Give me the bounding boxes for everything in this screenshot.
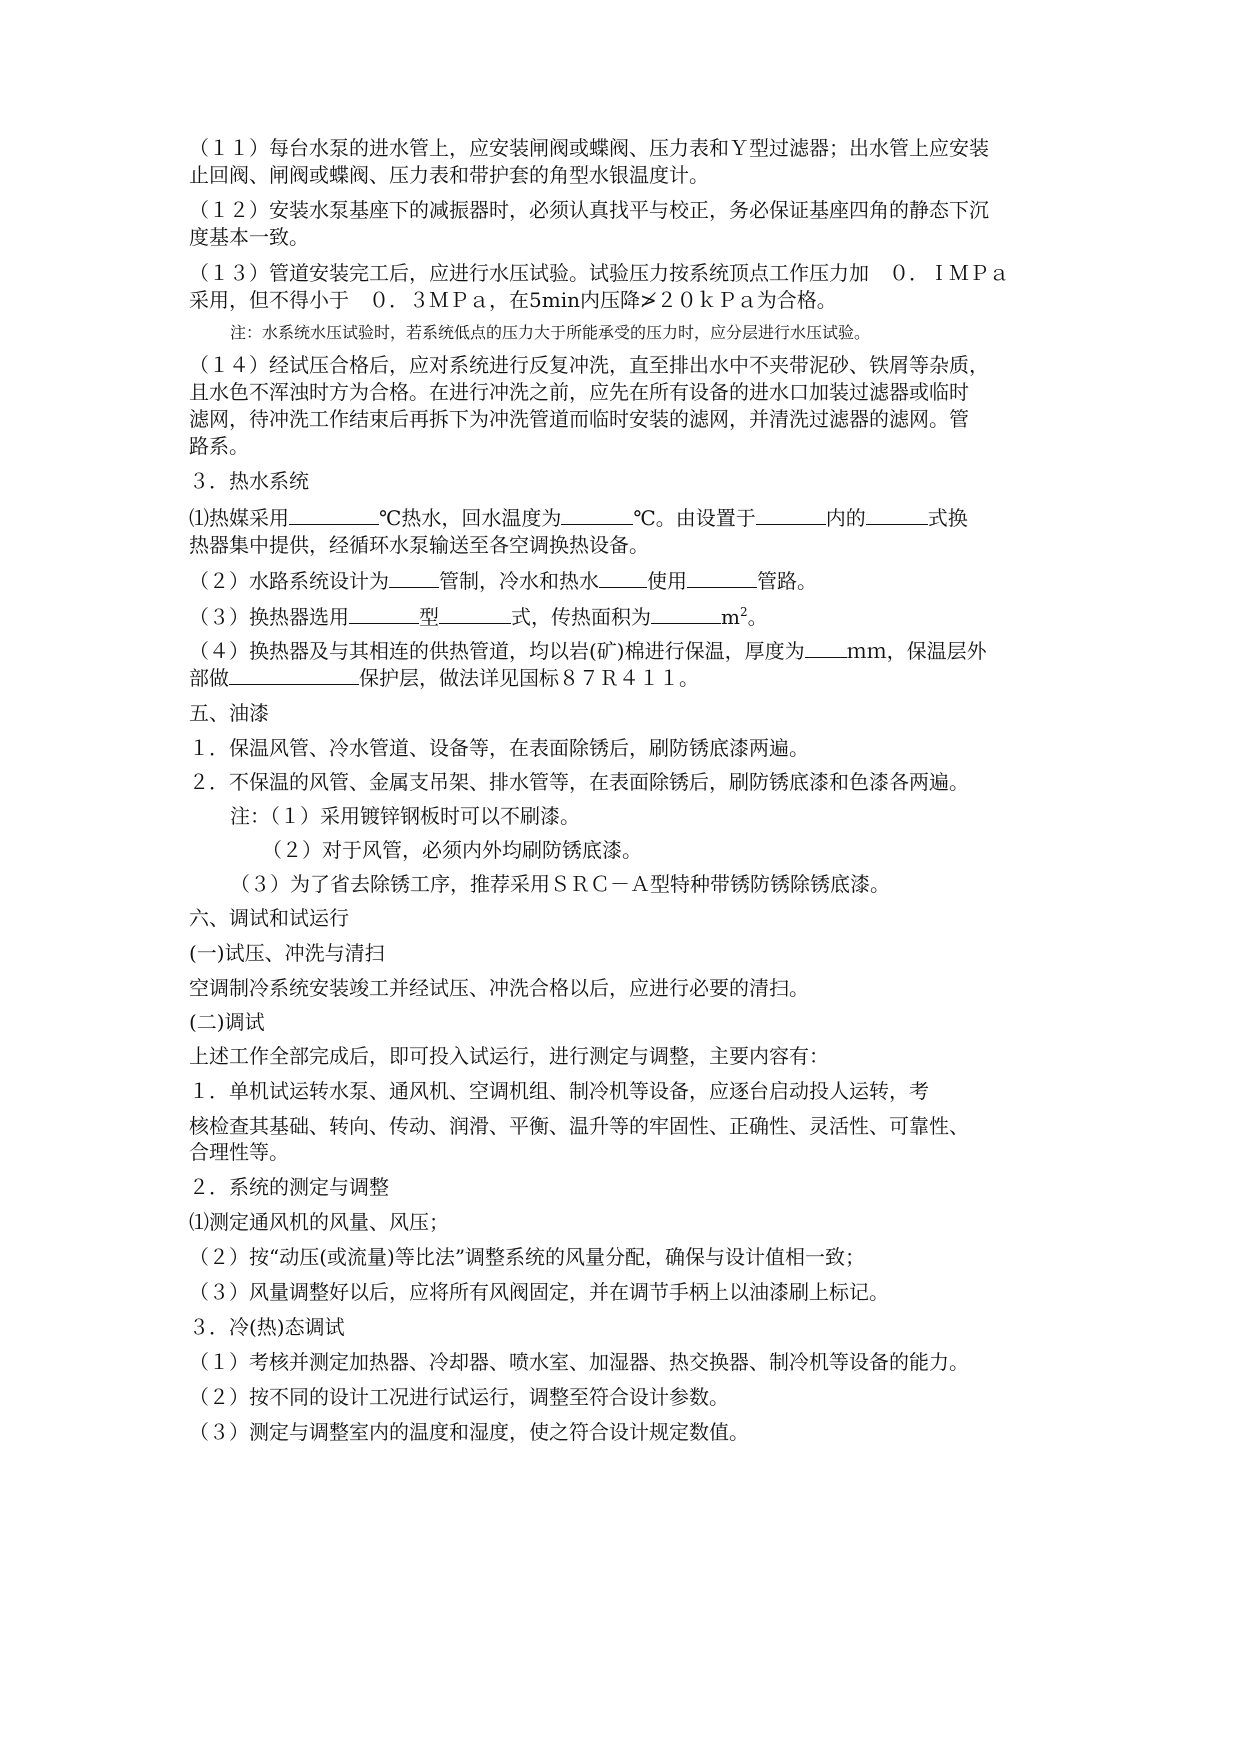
subsection-2-heading: (二)调试: [189, 1010, 265, 1034]
paragraph-11-line-2: 止回阀、闸阀或蝶阀、压力表和带护套的角型水银温度计。: [189, 163, 709, 187]
text-segment: 保护层，做法详见国标８７Ｒ４１１。: [359, 666, 699, 690]
fill-blank: [866, 504, 928, 525]
subsection-2-text: 上述工作全部完成后，即可投入试运行，进行测定与调整，主要内容有：: [189, 1044, 829, 1068]
item-1-line-1: １．单机试运转水泵、通风机、空调机组、制冷机等设备，应逐台启动投人运转，考: [189, 1079, 929, 1103]
hot-water-item-4-line-2: [189, 663, 1069, 693]
fill-blank: [687, 567, 757, 588]
painting-item-1: １．保温风管、冷水管道、设备等，在表面除锈后，刷防锈底漆两遍。: [189, 736, 809, 760]
hot-water-item-1-line-1: [189, 503, 1069, 533]
item-3-heading: ３．冷(热)态调试: [189, 1315, 345, 1339]
commissioning-heading: 六、调试和试运行: [189, 906, 349, 930]
text-segment: 式，传热面积为: [511, 605, 651, 629]
fill-blank: [289, 504, 379, 525]
text-segment: 式换: [927, 506, 968, 530]
fill-blank: [349, 603, 419, 624]
text-segment: 部做: [189, 666, 229, 690]
item-2-step-1: ⑴测定通风机的风量、风压；: [189, 1210, 449, 1234]
paragraph-11-line-1: （１１）每台水泵的进水管上，应安装闸阀或蝶阀、压力表和Ｙ型过滤器；出水管上应安装: [189, 136, 989, 160]
fill-blank: [651, 603, 721, 624]
text-segment: （２）水路系统设计为: [189, 569, 389, 593]
text-segment: 管路。: [757, 569, 817, 593]
hot-water-item-3: [189, 602, 1069, 632]
fill-blank: [439, 603, 511, 624]
text-segment: （３）换热器选用: [189, 605, 349, 629]
painting-note-2: （２）对于风管，必须内外均刷防锈底漆。: [262, 838, 642, 862]
fill-blank: [756, 504, 826, 525]
painting-heading: 五、油漆: [189, 701, 269, 725]
text-segment: （４）换热器及与其相连的供热管道，均以岩(矿)棉进行保温，厚度为: [189, 639, 805, 663]
paragraph-14-line-4: 路系。: [189, 434, 249, 458]
paragraph-12-line-2: 度基本一致。: [189, 225, 309, 249]
hot-water-item-4-line-1: [189, 636, 1069, 666]
paragraph-12-line-1: （１２）安装水泵基座下的减振器时，必须认真找平与校正，务必保证基座四角的静态下沉: [189, 198, 989, 222]
item-2-heading: ２．系统的测定与调整: [189, 1175, 389, 1199]
hot-water-item-2: [189, 566, 1069, 596]
item-2-step-2: （２）按“动压(或流量)等比法”调整系统的风量分配，确保与设计值相一致；: [189, 1245, 866, 1269]
item-1-line-3: 合理性等。: [189, 1140, 289, 1164]
item-3-step-1: （１）考核并测定加热器、冷却器、喷水室、加湿器、热交换器、制冷机等设备的能力。: [189, 1350, 969, 1374]
text-segment: 型: [419, 605, 439, 629]
item-3-step-2: （２）按不同的设计工况进行试运行，调整至符合设计参数。: [189, 1385, 729, 1409]
paragraph-14-line-1: （１４）经试压合格后，应对系统进行反复冲洗，直至排出水中不夹带泥砂、铁屑等杂质，: [189, 353, 989, 377]
item-1-line-2: 核检查其基础、转向、传动、润滑、平衡、温升等的牢固性、正确性、灵活性、可靠性、: [189, 1114, 969, 1138]
painting-item-2: ２．不保温的风管、金属支吊架、排水管等，在表面除锈后，刷防锈底漆和色漆各两遍。: [189, 770, 969, 794]
painting-note-3: （３）为了省去除锈工序，推荐采用ＳＲＣ－Ａ型特种带锈防锈除锈底漆。: [230, 872, 890, 896]
text-segment: ℃热水，回水温度为: [379, 506, 562, 530]
text-segment: 管制，冷水和热水: [439, 569, 599, 593]
superscript: 2: [739, 605, 748, 619]
fill-blank: [561, 504, 633, 525]
paragraph-14-line-2: 且水色不浑浊时方为合格。在进行冲洗之前，应先在所有设备的进水口加装过滤器或临时: [189, 380, 969, 404]
fill-blank: [805, 637, 847, 658]
text-segment: ⑴热媒采用: [189, 506, 289, 530]
paragraph-13-line-1: （１３）管道安装完工后，应进行水压试验。试验压力按系统顶点工作压力加 ０．ＩＭＰａ: [189, 261, 1009, 285]
text-segment: ｍｍ，保温层外: [846, 639, 987, 663]
paragraph-14-line-3: 滤网，待冲洗工作结束后再拆下为冲洗管道而临时安装的滤网，并清洗过滤器的滤网。管: [189, 407, 969, 431]
text-segment: ℃。由设置于: [633, 506, 756, 530]
text-segment: m: [721, 605, 740, 629]
subsection-1-text: 空调制冷系统安装竣工并经试压、冲洗合格以后，应进行必要的清扫。: [189, 976, 809, 1000]
painting-note-1: 注：（１）采用镀锌钢板时可以不刷漆。: [230, 804, 580, 828]
subsection-1-heading: (一)试压、冲洗与清扫: [189, 941, 385, 965]
text-segment: 内的: [825, 506, 866, 530]
fill-blank: [599, 567, 647, 588]
pressure-test-note: 注：水系统水压试验时，若系统低点的压力大于所能承受的压力时，应分层进行水压试验。: [230, 323, 871, 342]
item-3-step-3: （３）测定与调整室内的温度和湿度，使之符合设计规定数值。: [189, 1420, 749, 1444]
fill-blank: [389, 567, 439, 588]
hot-water-item-1-line-2: 热器集中提供，经循环水泵输送至各空调换热设备。: [189, 533, 649, 557]
hot-water-system-heading: ３．热水系统: [189, 469, 309, 493]
text-segment: 使用: [647, 569, 687, 593]
paragraph-13-line-2: 采用，但不得小于 ０．３ＭＰａ，在5min内压降≯２０ｋＰａ为合格。: [189, 288, 837, 312]
fill-blank: [229, 664, 359, 685]
text-segment: 。: [747, 605, 768, 629]
item-2-step-3: （３）风量调整好以后，应将所有风阀固定，并在调节手柄上以油漆刷上标记。: [189, 1280, 889, 1304]
